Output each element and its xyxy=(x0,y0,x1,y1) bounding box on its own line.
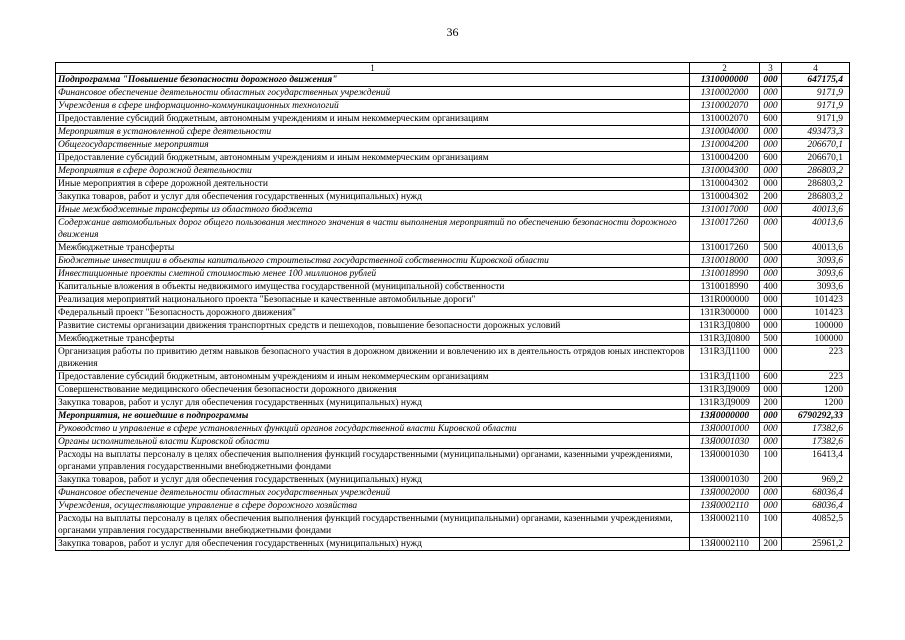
row-sum-cell: 223 xyxy=(782,346,850,371)
row-name-cell: Предоставление субсидий бюджетным, автономным учреждениям и иным некоммерческим организациям xyxy=(56,152,690,165)
row-code-cell: 13Я0002110 xyxy=(690,513,760,538)
row-sum-cell: 100000 xyxy=(782,333,850,346)
row-code-cell: 131R3Д9009 xyxy=(690,384,760,397)
row-sum-cell: 100000 xyxy=(782,320,850,333)
row-code-cell: 1310004200 xyxy=(690,139,760,152)
row-kvr-cell: 000 xyxy=(760,423,782,436)
row-code-cell: 1310017000 xyxy=(690,204,760,217)
row-kvr-cell: 100 xyxy=(760,449,782,474)
row-sum-cell: 9171,9 xyxy=(782,100,850,113)
row-name-cell: Капитальные вложения в объекты недвижимого имущества государственной (муниципальной) собственности xyxy=(56,281,690,294)
table-row xyxy=(56,410,850,423)
budget-table xyxy=(55,62,850,551)
table-row xyxy=(56,100,850,113)
row-code-cell: 13Я0000000 xyxy=(690,410,760,423)
row-name-cell: Финансовое обеспечение деятельности областных государственных учреждений xyxy=(56,87,690,100)
row-kvr-cell: 000 xyxy=(760,139,782,152)
table-row xyxy=(56,126,850,139)
row-kvr-cell: 200 xyxy=(760,191,782,204)
row-sum-cell: 68036,4 xyxy=(782,500,850,513)
row-code-cell: 1310018000 xyxy=(690,255,760,268)
row-kvr-cell: 000 xyxy=(760,178,782,191)
row-sum-cell: 17382,6 xyxy=(782,423,850,436)
row-name-cell: Межбюджетные трансферты xyxy=(56,242,690,255)
row-sum-cell: 101423 xyxy=(782,294,850,307)
row-name-cell: Мероприятия в сфере дорожной деятельности xyxy=(56,165,690,178)
row-code-cell: 1310002000 xyxy=(690,87,760,100)
row-name-cell: Реализация мероприятий национального проекта "Безопасные и качественные автомобильные дороги" xyxy=(56,294,690,307)
row-sum-cell: 647175,4 xyxy=(782,74,850,87)
row-code-cell: 13Я0001030 xyxy=(690,474,760,487)
row-name-cell: Учреждения в сфере информационно-коммуникационных технологий xyxy=(56,100,690,113)
row-name-cell: Межбюджетные трансферты xyxy=(56,333,690,346)
row-kvr-cell: 600 xyxy=(760,113,782,126)
row-kvr-cell: 000 xyxy=(760,307,782,320)
row-code-cell: 1310000000 xyxy=(690,74,760,87)
row-name-cell: Подпрограмма "Повышение безопасности дорожного движения" xyxy=(56,74,690,87)
row-sum-cell: 40013,6 xyxy=(782,217,850,242)
row-kvr-cell: 000 xyxy=(760,320,782,333)
table-row xyxy=(56,346,850,371)
row-name-cell: Предоставление субсидий бюджетным, автономным учреждениям и иным некоммерческим организациям xyxy=(56,113,690,126)
row-sum-cell: 101423 xyxy=(782,307,850,320)
row-sum-cell: 17382,6 xyxy=(782,436,850,449)
row-code-cell: 131R300000 xyxy=(690,307,760,320)
row-kvr-cell: 200 xyxy=(760,397,782,410)
row-name-cell: Содержание автомобильных дорог общего пользования местного значения в части выполнения мероприятий по обеспечению безопасности дорожного движения xyxy=(56,217,690,242)
row-sum-cell: 3093,6 xyxy=(782,268,850,281)
row-name-cell: Мероприятия, не вошедшие в подпрограммы xyxy=(56,410,690,423)
table-row xyxy=(56,500,850,513)
row-kvr-cell: 200 xyxy=(760,538,782,551)
row-code-cell: 131R3Д1100 xyxy=(690,371,760,384)
row-sum-cell: 3093,6 xyxy=(782,281,850,294)
header-cell-kvr: 3 xyxy=(760,63,782,74)
row-name-cell: Бюджетные инвестиции в объекты капитального строительства государственной собственности Кировской области xyxy=(56,255,690,268)
row-name-cell: Учреждения, осуществляющие управление в сфере дорожного хозяйства xyxy=(56,500,690,513)
row-kvr-cell: 000 xyxy=(760,346,782,371)
row-code-cell: 1310017260 xyxy=(690,217,760,242)
row-kvr-cell: 000 xyxy=(760,294,782,307)
table-row xyxy=(56,333,850,346)
row-name-cell: Закупка товаров, работ и услуг для обеспечения государственных (муниципальных) нужд xyxy=(56,191,690,204)
header-cell-name: 1 xyxy=(56,63,690,74)
row-name-cell: Расходы на выплаты персоналу в целях обеспечения выполнения функций государственными (муниципальными) органами, казенными учреждениями, органами управления государственными внебюджетными фондами xyxy=(56,449,690,474)
row-sum-cell: 1200 xyxy=(782,397,850,410)
table-row xyxy=(56,178,850,191)
table-row xyxy=(56,281,850,294)
row-code-cell: 131R3Д0800 xyxy=(690,333,760,346)
table-row xyxy=(56,513,850,538)
table-row xyxy=(56,87,850,100)
row-sum-cell: 40852,5 xyxy=(782,513,850,538)
row-kvr-cell: 000 xyxy=(760,384,782,397)
row-code-cell: 1310004300 xyxy=(690,165,760,178)
row-kvr-cell: 000 xyxy=(760,255,782,268)
row-sum-cell: 9171,9 xyxy=(782,87,850,100)
row-code-cell: 1310004302 xyxy=(690,178,760,191)
row-code-cell: 1310004302 xyxy=(690,191,760,204)
row-code-cell: 13Я0002110 xyxy=(690,500,760,513)
table-row xyxy=(56,268,850,281)
row-code-cell: 1310004200 xyxy=(690,152,760,165)
table-row xyxy=(56,139,850,152)
row-sum-cell: 286803,2 xyxy=(782,165,850,178)
table-row xyxy=(56,436,850,449)
header-cell-code: 2 xyxy=(690,63,760,74)
table-row xyxy=(56,487,850,500)
row-kvr-cell: 000 xyxy=(760,126,782,139)
row-code-cell: 1310017260 xyxy=(690,242,760,255)
row-kvr-cell: 000 xyxy=(760,74,782,87)
table-row xyxy=(56,152,850,165)
table-row xyxy=(56,449,850,474)
row-code-cell: 131R000000 xyxy=(690,294,760,307)
table-row xyxy=(56,217,850,242)
row-name-cell: Мероприятия в установленной сфере деятельности xyxy=(56,126,690,139)
row-sum-cell: 286803,2 xyxy=(782,178,850,191)
row-sum-cell: 6790292,33 xyxy=(782,410,850,423)
row-kvr-cell: 000 xyxy=(760,100,782,113)
row-code-cell: 131R3Д9009 xyxy=(690,397,760,410)
row-name-cell: Иные межбюджетные трансферты из областного бюджета xyxy=(56,204,690,217)
table-row xyxy=(56,423,850,436)
table-row xyxy=(56,538,850,551)
row-kvr-cell: 000 xyxy=(760,165,782,178)
row-name-cell: Органы исполнительной власти Кировской области xyxy=(56,436,690,449)
row-name-cell: Федеральный проект "Безопасность дорожного движения" xyxy=(56,307,690,320)
row-sum-cell: 9171,9 xyxy=(782,113,850,126)
row-code-cell: 13Я0001000 xyxy=(690,423,760,436)
row-code-cell: 131R3Д0800 xyxy=(690,320,760,333)
row-sum-cell: 206670,1 xyxy=(782,139,850,152)
table-row xyxy=(56,74,850,87)
table-row xyxy=(56,320,850,333)
row-code-cell: 1310004000 xyxy=(690,126,760,139)
table-row xyxy=(56,371,850,384)
row-code-cell: 1310018990 xyxy=(690,281,760,294)
row-kvr-cell: 100 xyxy=(760,513,782,538)
table-row xyxy=(56,255,850,268)
row-kvr-cell: 200 xyxy=(760,474,782,487)
table-row xyxy=(56,165,850,178)
row-code-cell: 1310002070 xyxy=(690,100,760,113)
row-sum-cell: 68036,4 xyxy=(782,487,850,500)
row-name-cell: Развитие системы организации движения транспортных средств и пешеходов, повышение безопасности дорожных условий xyxy=(56,320,690,333)
table-row xyxy=(56,397,850,410)
row-sum-cell: 40013,6 xyxy=(782,242,850,255)
row-kvr-cell: 000 xyxy=(760,410,782,423)
table-row xyxy=(56,204,850,217)
row-name-cell: Расходы на выплаты персоналу в целях обеспечения выполнения функций государственными (муниципальными) органами, казенными учреждениями, органами управления государственными внебюджетными фондами xyxy=(56,513,690,538)
row-kvr-cell: 600 xyxy=(760,152,782,165)
row-sum-cell: 1200 xyxy=(782,384,850,397)
row-name-cell: Иные мероприятия в сфере дорожной деятельности xyxy=(56,178,690,191)
header-row xyxy=(56,63,850,74)
row-code-cell: 13Я0002000 xyxy=(690,487,760,500)
row-sum-cell: 25961,2 xyxy=(782,538,850,551)
row-kvr-cell: 000 xyxy=(760,436,782,449)
row-kvr-cell: 000 xyxy=(760,487,782,500)
row-code-cell: 13Я0002110 xyxy=(690,538,760,551)
row-kvr-cell: 000 xyxy=(760,500,782,513)
row-name-cell: Организация работы по привитию детям навыков безопасного участия в дорожном движении и вовлечению их в деятельность отрядов юных инспекторов движения xyxy=(56,346,690,371)
row-sum-cell: 40013,6 xyxy=(782,204,850,217)
row-kvr-cell: 000 xyxy=(760,87,782,100)
row-kvr-cell: 000 xyxy=(760,268,782,281)
row-kvr-cell: 000 xyxy=(760,217,782,242)
row-sum-cell: 16413,4 xyxy=(782,449,850,474)
row-kvr-cell: 500 xyxy=(760,242,782,255)
row-code-cell: 13Я0001030 xyxy=(690,436,760,449)
row-name-cell: Руководство и управление в сфере установленных функций органов государственной власти Кировской области xyxy=(56,423,690,436)
row-name-cell: Закупка товаров, работ и услуг для обеспечения государственных (муниципальных) нужд xyxy=(56,474,690,487)
table-row xyxy=(56,307,850,320)
row-name-cell: Закупка товаров, работ и услуг для обеспечения государственных (муниципальных) нужд xyxy=(56,538,690,551)
table-row xyxy=(56,242,850,255)
page-number: 36 xyxy=(446,25,459,39)
row-name-cell: Совершенствование медицинского обеспечения безопасности дорожного движения xyxy=(56,384,690,397)
row-kvr-cell: 400 xyxy=(760,281,782,294)
row-name-cell: Общегосударственные мероприятия xyxy=(56,139,690,152)
row-kvr-cell: 600 xyxy=(760,371,782,384)
table-row xyxy=(56,294,850,307)
row-code-cell: 1310002070 xyxy=(690,113,760,126)
row-name-cell: Предоставление субсидий бюджетным, автономным учреждениям и иным некоммерческим организациям xyxy=(56,371,690,384)
row-sum-cell: 223 xyxy=(782,371,850,384)
table-row xyxy=(56,191,850,204)
table-row xyxy=(56,113,850,126)
table-row xyxy=(56,474,850,487)
header-cell-sum: 4 xyxy=(782,63,850,74)
row-code-cell: 1310018990 xyxy=(690,268,760,281)
table-row xyxy=(56,384,850,397)
row-name-cell: Инвестиционные проекты сметной стоимостью менее 100 миллионов рублей xyxy=(56,268,690,281)
row-sum-cell: 969,2 xyxy=(782,474,850,487)
row-code-cell: 13Я0001030 xyxy=(690,449,760,474)
row-sum-cell: 3093,6 xyxy=(782,255,850,268)
row-sum-cell: 493473,3 xyxy=(782,126,850,139)
row-code-cell: 131R3Д1100 xyxy=(690,346,760,371)
row-kvr-cell: 000 xyxy=(760,204,782,217)
row-name-cell: Закупка товаров, работ и услуг для обеспечения государственных (муниципальных) нужд xyxy=(56,397,690,410)
row-kvr-cell: 500 xyxy=(760,333,782,346)
row-name-cell: Финансовое обеспечение деятельности областных государственных учреждений xyxy=(56,487,690,500)
row-sum-cell: 286803,2 xyxy=(782,191,850,204)
row-sum-cell: 206670,1 xyxy=(782,152,850,165)
